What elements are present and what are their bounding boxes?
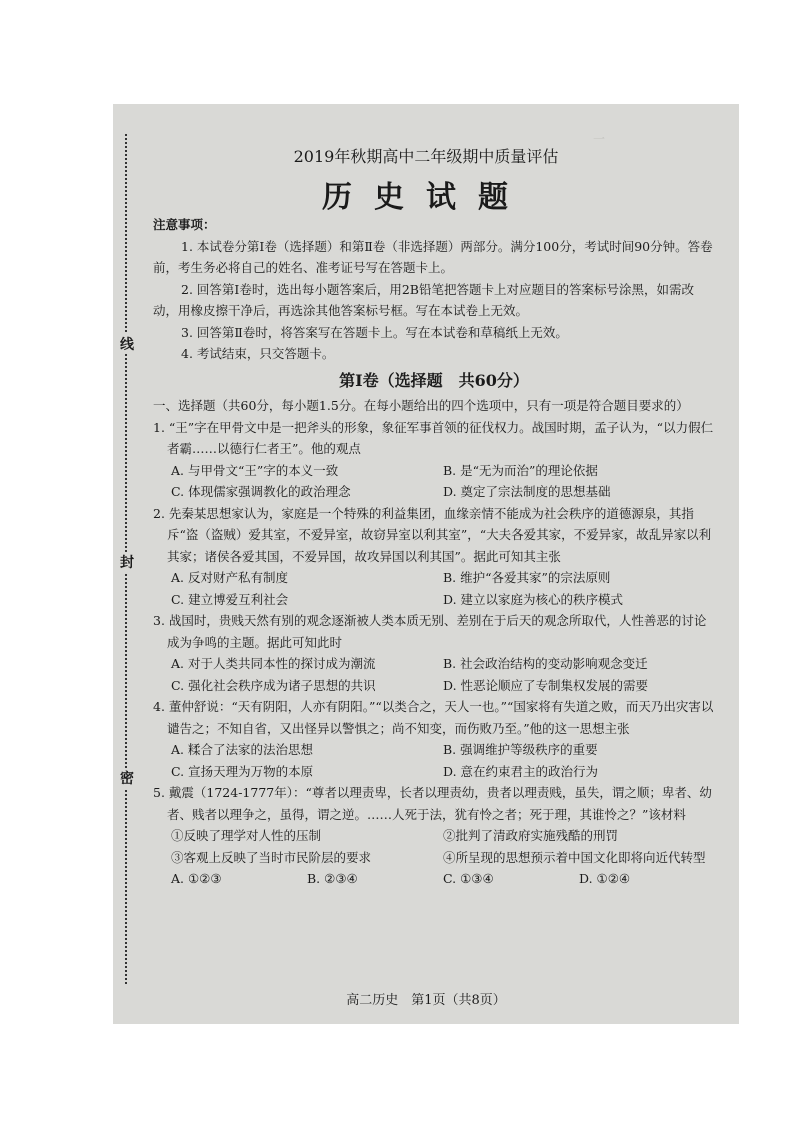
question-statements bbox=[153, 825, 715, 868]
notice-item: 3. 回答第Ⅱ卷时，将答案写在答题卡上。写在本试卷和草稿纸上无效。 bbox=[181, 324, 568, 340]
option-c: C. 体现儒家强调教化的政治理念 bbox=[171, 484, 351, 499]
question-3 bbox=[153, 610, 715, 696]
option-a: A. 与甲骨文“王”字的本义一致 bbox=[171, 462, 339, 478]
notice-item: 1. 本试卷分第Ⅰ卷（选择题）和第Ⅱ卷（非选择题）两部分。满分100分，考试时间90分钟。答卷前，考生务必将自己的姓名、准考证号写在答题卡上。 bbox=[153, 238, 713, 275]
binding-mark-middle: 封 bbox=[119, 552, 135, 572]
option-c: C. 宣扬天理为万物的本原 bbox=[171, 763, 314, 779]
statement-item: ②批判了清政府实施残酷的刑罚 bbox=[443, 828, 619, 843]
exam-title: 2019年秋期高中二年级期中质量评估 bbox=[293, 147, 559, 166]
question-options bbox=[153, 653, 715, 696]
question-5 bbox=[153, 782, 715, 890]
exam-content bbox=[153, 214, 715, 890]
section-desc: 一、选择题（共60分，每小题1.5分。在每小题给出的四个选项中，只有一项是符合题目要求的） bbox=[153, 398, 689, 413]
bleed-through-text: 一 bbox=[593, 132, 606, 146]
notice-item: 4. 考试结束，只交答题卡。 bbox=[181, 346, 335, 361]
notice-heading: 注意事项： bbox=[153, 217, 216, 232]
option-b: B. 维护“各爱其家”的宗法原则 bbox=[443, 570, 611, 585]
option-a: A. 对于人类共同本性的探讨成为潮流 bbox=[171, 656, 376, 671]
question-1 bbox=[153, 417, 715, 503]
question-options bbox=[153, 567, 715, 610]
option-d: D. 奠定了宗法制度的思想基础 bbox=[443, 484, 611, 499]
option-b: B. ②③④ bbox=[307, 871, 358, 886]
option-c: C. 建立博爱互利社会 bbox=[171, 591, 289, 607]
question-stem: 1. “王”字在甲骨文中是一把斧头的形象，象征军事首领的征伐权力。战国时期，孟子认为，“以力假仁者霸……以德行仁者王”。他的观点 bbox=[153, 419, 714, 456]
option-d: D. 意在约束君主的政治行为 bbox=[443, 763, 599, 779]
question-4 bbox=[153, 696, 715, 782]
question-options bbox=[153, 460, 715, 503]
question-stem: 5. 戴震（1724-1777年）：“尊者以理责卑，长者以理责幼，贵者以理责贱，虽失，谓之顺；卑者、幼者、贱者以理争之，虽得，谓之逆。……人死于法，犹有怜之者；死于理，其谁怜之？”该材料 bbox=[153, 785, 712, 822]
statement-item: ①反映了理学对人性的压制 bbox=[171, 828, 322, 843]
option-d: D. ①②④ bbox=[579, 871, 631, 886]
question-options bbox=[153, 868, 715, 890]
option-d: D. 建立以家庭为核心的秩序模式 bbox=[443, 591, 624, 607]
exam-paper bbox=[113, 104, 739, 1024]
option-b: B. 强调维护等级秩序的重要 bbox=[443, 742, 598, 757]
option-c: C. ①③④ bbox=[443, 871, 494, 886]
subject-title: 历史试题 bbox=[322, 180, 530, 215]
question-stem: 3. 战国时，贵贱天然有别的观念逐渐被人类本质无别、差别在于后天的观念所取代，人性善恶的讨论成为争鸣的主题。据此可知此时 bbox=[153, 613, 707, 650]
option-a: A. 反对财产私有制度 bbox=[171, 570, 288, 585]
option-a: A. ①②③ bbox=[171, 871, 222, 886]
statement-item: ③客观上反映了当时市民阶层的要求 bbox=[171, 849, 372, 865]
binding-mark-bottom: 密 bbox=[119, 768, 135, 788]
option-b: B. 是“无为而治”的理论依据 bbox=[443, 462, 598, 478]
option-c: C. 强化社会秩序成为诸子思想的共识 bbox=[171, 677, 376, 693]
statement-item: ④所呈现的思想预示着中国文化即将向近代转型 bbox=[443, 849, 706, 865]
option-b: B. 社会政治结构的变动影响观念变迁 bbox=[443, 656, 648, 671]
notice-item: 2. 回答第Ⅰ卷时，选出每小题答案后，用2B铅笔把答题卡上对应题目的答案标号涂黑，如需改动，用橡皮擦干净后，再选涂其他答案标号框。写在本试卷上无效。 bbox=[153, 281, 694, 318]
question-stem: 4. 董仲舒说：“天有阴阳，人亦有阴阳。”“以类合之，天人一也。”“国家将有失道之败，而天乃出灾害以谴告之；不知自省，又出怪异以警惧之；尚不知变，而伤败乃至。”他的这一思想主张 bbox=[153, 699, 714, 736]
page-footer: 高二历史 第1页（共8页） bbox=[346, 993, 506, 1008]
option-d: D. 性恶论顺应了专制集权发展的需要 bbox=[443, 677, 649, 693]
option-a: A. 糅合了法家的法治思想 bbox=[171, 742, 313, 757]
binding-mark-top: 线 bbox=[119, 334, 135, 354]
question-stem: 2. 先秦某思想家认为，家庭是一个特殊的利益集团，血缘亲情不能成为社会秩序的道德源泉，其指斥“盗（盗贼）爱其室，不爱异室，故窃异室以利其室”，“大夫各爱其家，不爱异家，故乱异家以利其家；诸侯各爱其国，不爱异国，故攻异国以利其国”。据此可知其主张 bbox=[153, 505, 712, 564]
question-options bbox=[153, 739, 715, 782]
section-title: 第Ⅰ卷（选择题 共60分） bbox=[339, 370, 529, 390]
question-2 bbox=[153, 503, 715, 611]
